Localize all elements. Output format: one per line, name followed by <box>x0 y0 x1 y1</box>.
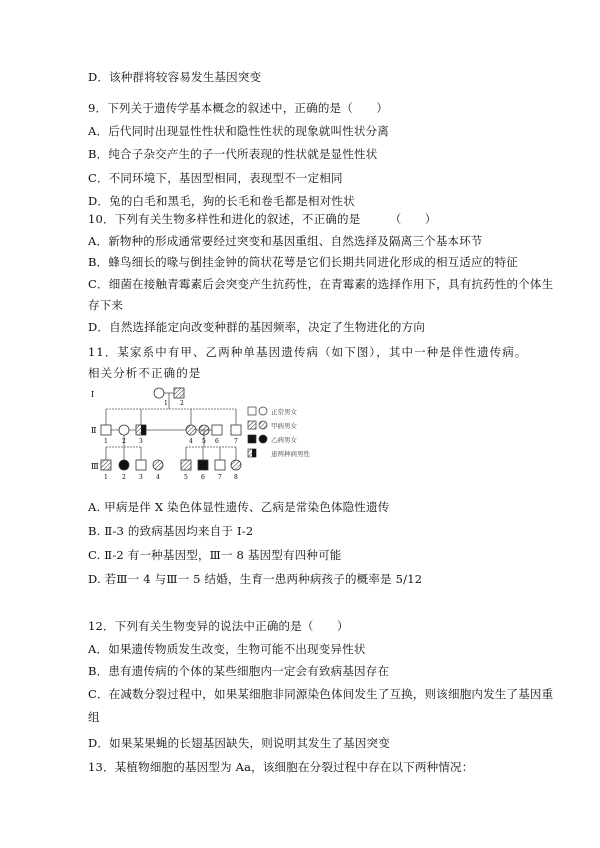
text-line-l14: 相关分析不正确的是 <box>88 366 202 380</box>
legend-normal-female-symbol <box>259 407 267 415</box>
legend-both-symbol-hatch <box>248 449 252 457</box>
pedigree-chart <box>86 385 326 485</box>
text-line-l17: C. Ⅱ-2 有一种基因型，Ⅲ一 8 基因型有四种可能 <box>88 548 342 562</box>
text-line-l9: B．蜂鸟细长的喙与倒挂金钟的筒状花萼是它们长期共同进化形成的相互适应的特征 <box>88 255 518 269</box>
pedigree-male <box>212 425 222 435</box>
pedigree-female <box>154 388 164 398</box>
text-line-l25: 13．某植物细胞的基因型为 Aa，该细胞在分裂过程中存在以下两种情况： <box>88 760 474 774</box>
text-line-l4: B．纯合子杂交产生的子一代所表现的性状就是显性性状 <box>88 147 378 161</box>
text-line-l21: B．患有遗传病的个体的某些细胞内一定会有致病基因存在 <box>88 664 390 678</box>
text-line-l8: A．新物种的形成通常要经过突变和基因重组、自然选择及隔离三个基本环节 <box>88 234 483 248</box>
legend-b-label: 乙病男女 <box>271 436 297 444</box>
gen3-number-4: 4 <box>156 474 160 481</box>
text-line-l23: 组 <box>88 710 100 724</box>
text-line-l13: 11．某家系中有甲、乙两种单基因遗传病（如下图），其中一种是伴性遗传病。 <box>88 345 528 359</box>
text-line-l7: 10．下列有关生物多样性和进化的叙述，不正确的是 （ ） <box>88 212 437 226</box>
pedigree-male <box>136 460 146 470</box>
pedigree-female-affected-b <box>119 460 129 470</box>
legend-a-male-symbol <box>248 421 256 429</box>
gen-label-2: Ⅱ <box>91 426 97 435</box>
gen-label-3: Ⅲ <box>91 462 99 471</box>
gen1-number-2: 2 <box>180 400 184 407</box>
pedigree-male-affected <box>181 460 191 470</box>
text-line-l20: A．如果遗传物质发生改变，生物可能不出现变异性状 <box>88 642 366 656</box>
text-line-l1: D．该种群将较容易发生基因突变 <box>88 70 262 84</box>
text-line-l5: C．不同环境下，基因型相同，表现型不一定相同 <box>88 171 343 185</box>
pedigree-male <box>215 460 225 470</box>
gen3-number-8: 8 <box>234 474 238 481</box>
gen3-number-1: 1 <box>104 474 108 481</box>
legend-a-label: 甲病男女 <box>271 422 297 430</box>
pedigree-male-affected-b <box>198 460 208 470</box>
legend-both-label: 患两种病男性 <box>271 450 310 458</box>
gen3-numbers <box>104 474 238 481</box>
pedigree-male <box>101 425 111 435</box>
text-line-l3: A．后代同时出现显性性状和隐性性状的现象就叫性状分离 <box>88 124 390 138</box>
text-line-l24: D．如果某果蝇的长翅基因缺失，则说明其发生了基因突变 <box>88 736 390 750</box>
gen3-number-6: 6 <box>201 474 205 481</box>
pedigree-legend <box>248 407 311 458</box>
legend-both-symbol-fill <box>252 449 256 457</box>
gen2-number-6: 6 <box>215 438 219 445</box>
pedigree-male-affected <box>174 388 184 398</box>
text-line-l16: B. Ⅱ-3 的致病基因均来自于 I-2 <box>88 524 254 538</box>
gen2-number-5: 5 <box>202 438 206 445</box>
pedigree-male <box>231 425 241 435</box>
legend-b-female-symbol <box>259 435 267 443</box>
pedigree-male-both-fill <box>141 425 146 435</box>
gen2-number-4: 4 <box>189 438 193 445</box>
legend-normal-male-symbol <box>248 407 256 415</box>
pedigree-male-both-hatch <box>136 425 141 435</box>
gen1-number-1: 1 <box>164 400 168 407</box>
pedigree-female-affected <box>186 425 196 435</box>
gen3-number-2: 2 <box>122 474 126 481</box>
pedigree-female-affected <box>231 460 241 470</box>
gen-label-1: Ⅰ <box>91 390 95 399</box>
text-line-l22: C．在减数分裂过程中，如果某细胞非同源染色体间发生了互换，则该细胞内发生了基因重 <box>88 687 554 701</box>
gen2-number-3: 3 <box>139 438 143 445</box>
text-line-l10: C．细菌在接触青霉素后会突变产生抗药性，在青霉素的选择作用下，具有抗药性的个体生 <box>88 277 554 291</box>
gen3-number-5: 5 <box>184 474 188 481</box>
text-line-l2: 9．下列关于遗传学基本概念的叙述中，正确的是（ ） <box>88 101 389 115</box>
gen2-number-1: 1 <box>104 438 108 445</box>
legend-b-male-symbol <box>248 435 256 443</box>
gen2-numbers <box>104 438 238 445</box>
pedigree-male-affected <box>101 460 111 470</box>
text-line-l11: 存下来 <box>88 298 124 312</box>
pedigree-female-affected <box>199 425 209 435</box>
pedigree-female <box>119 425 129 435</box>
text-line-l6: D．兔的白毛和黑毛，狗的长毛和卷毛都是相对性状 <box>88 194 355 208</box>
gen2-number-2: 2 <box>122 438 126 445</box>
pedigree-female-affected <box>153 460 163 470</box>
legend-a-female-symbol <box>259 421 267 429</box>
legend-normal-label: 正常男女 <box>271 408 297 416</box>
text-line-l18: D. 若Ⅲ一 4 与Ⅲ一 5 结婚，生育一患两种病孩子的概率是 5/12 <box>88 572 423 586</box>
gen3-number-7: 7 <box>218 474 222 481</box>
text-line-l19: 12．下列有关生物变异的说法中正确的是（ ） <box>88 619 349 633</box>
gen2-number-7: 7 <box>234 438 238 445</box>
gen3-number-3: 3 <box>139 474 143 481</box>
text-line-l12: D．自然选择能定向改变种群的基因频率，决定了生物进化的方向 <box>88 320 426 334</box>
text-line-l15: A. 甲病是伴 X 染色体显性遗传、乙病是常染色体隐性遗传 <box>88 500 390 514</box>
